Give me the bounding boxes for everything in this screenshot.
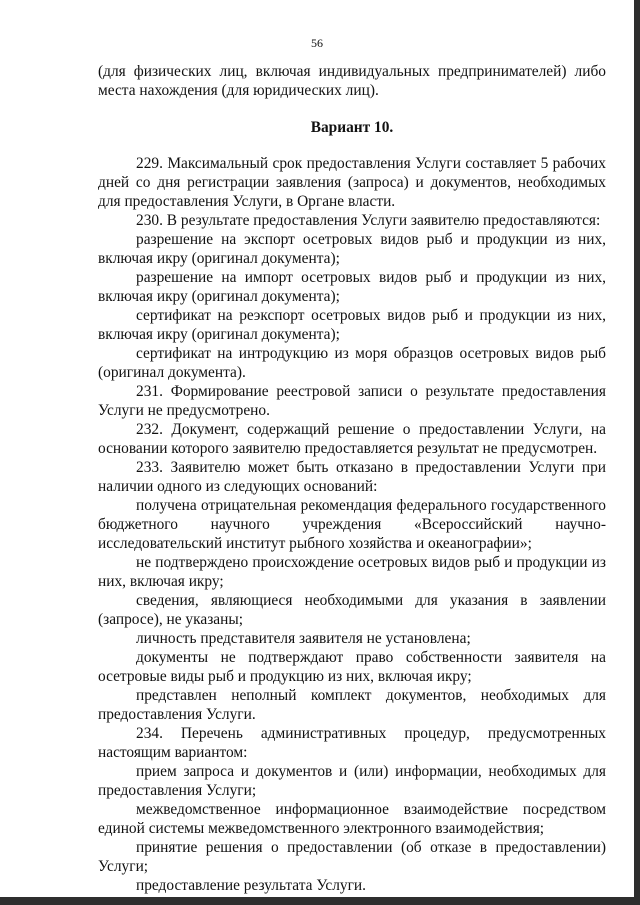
procedure-item-decision: принятие решения о предоставлении (об отказе в предоставлении) Услуги; xyxy=(98,839,606,875)
refusal-ground-ownership-not-confirmed: документы не подтверждают право собственности заявителя на осетровые виды рыб и продукцию из них, включая икру; xyxy=(98,649,606,685)
intro-paragraph: (для физических лиц, включая индивидуальных предпринимателей) либо места нахождения (для юридических лиц). xyxy=(98,63,606,99)
paragraph-230: 230. В результате предоставления Услуги заявителю предоставляются: xyxy=(136,212,601,229)
document-body xyxy=(98,62,606,895)
page-number: 56 xyxy=(311,36,323,50)
procedure-item-result-provision: предоставление результата Услуги. xyxy=(136,877,366,894)
paragraph-229: 229. Максимальный срок предоставления Услуги составляет 5 рабочих дней со дня регистрации заявления (запроса) и документов, необходимых для предоставления Услуги, в Органе власти. xyxy=(98,155,606,210)
section-heading: Вариант 10. xyxy=(310,119,394,136)
procedure-item-interagency-interaction: межведомственное информационное взаимодействие посредством единой системы межведомственного электронного взаимодействия; xyxy=(98,801,606,837)
result-item-import-permit: разрешение на импорт осетровых видов рыб и продукции из них, включая икру (оригинал документа); xyxy=(98,269,606,305)
result-item-export-permit: разрешение на экспорт осетровых видов рыб и продукции из них, включая икру (оригинал документа); xyxy=(98,231,606,267)
result-item-reexport-certificate: сертификат на реэкспорт осетровых видов рыб и продукции из них, включая икру (оригинал документа); xyxy=(98,307,606,343)
refusal-ground-origin-not-confirmed: не подтверждено происхождение осетровых видов рыб и продукции из них, включая икру; xyxy=(98,554,606,590)
refusal-ground-negative-recommendation: получена отрицательная рекомендация федерального государственного бюджетного научного учреждения «Всероссийский научно-исследовательский институт рыбного хозяйства и океанографии»; xyxy=(98,497,606,552)
refusal-ground-identity-not-established: личность представителя заявителя не установлена; xyxy=(136,630,471,647)
procedure-item-request-receipt: прием запроса и документов и (или) информации, необходимых для предоставления Услуги; xyxy=(98,763,606,799)
paragraph-234: 234. Перечень административных процедур, предусмотренных настоящим вариантом: xyxy=(98,725,606,761)
paragraph-233: 233. Заявителю может быть отказано в предоставлении Услуги при наличии одного из следующих оснований: xyxy=(98,459,606,495)
refusal-ground-incomplete-documents: представлен неполный комплект документов, необходимых для предоставления Услуги. xyxy=(98,687,606,723)
refusal-ground-missing-information: сведения, являющиеся необходимыми для указания в заявлении (запросе), не указаны; xyxy=(98,592,606,628)
paragraph-232: 232. Документ, содержащий решение о предоставлении Услуги, на основании которого заявителю предоставляется результат не предусмотрен. xyxy=(98,421,606,457)
paragraph-231: 231. Формирование реестровой записи о результате предоставления Услуги не предусмотрено. xyxy=(98,383,606,419)
result-item-introduction-certificate: сертификат на интродукцию из моря образцов осетровых видов рыб (оригинал документа). xyxy=(98,345,606,381)
